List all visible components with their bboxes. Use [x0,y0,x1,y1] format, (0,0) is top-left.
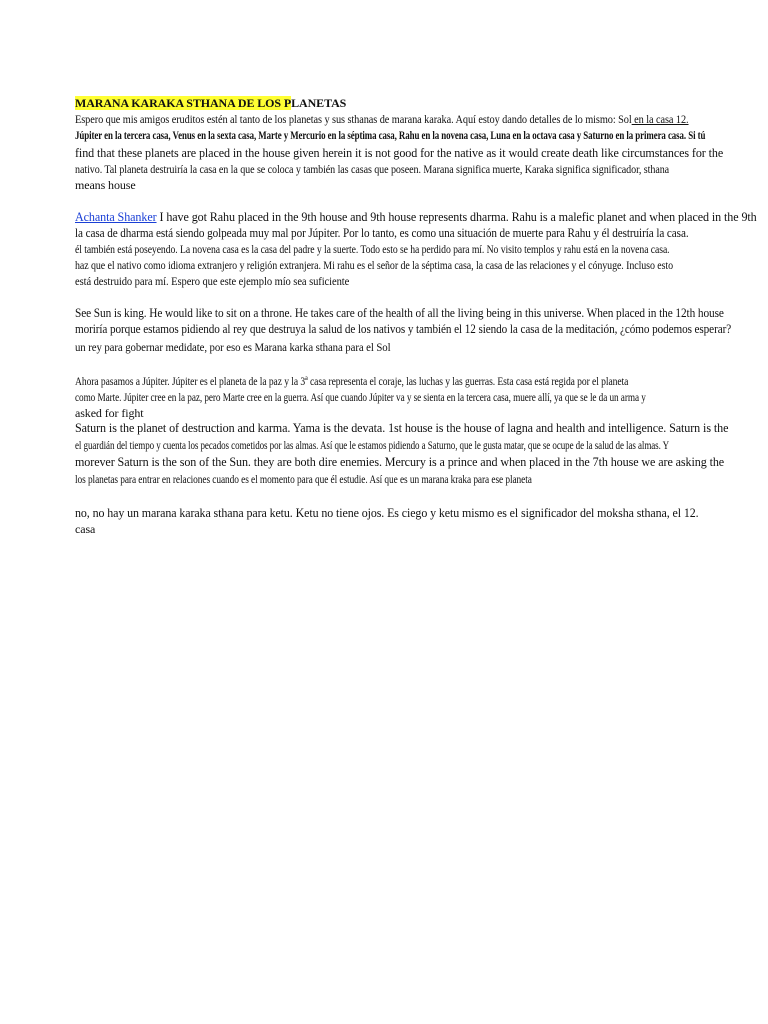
rahu-line-5-text: está destruido para mí. Espero que este ejemplo mío sea suficiente [75,274,350,288]
sun-line-3 [75,340,426,354]
jupiter-line-3-text: asked for fight [75,406,144,420]
intro-line-5-text: means house [75,178,136,192]
rahu-line-1 [75,210,768,224]
rahu-line-4-text: haz que el nativo como idioma extranjero y religión extranjera. Mi rahu es el señor de la séptima casa, la casa de las relaciones y el cónyuge. Incluso esto [75,258,673,272]
saturn-line-3 [75,455,768,469]
jupiter-line-1-text: Ahora pasamos a Júpiter. Júpiter es el planeta de la paz y la 3ª casa representa el coraje, las luchas y las guerras. Esta casa está regida por el planeta [75,374,629,388]
jupiter-line-3 [75,406,143,420]
title-rest-text: LANETAS [291,96,347,110]
intro-line-1 [75,112,768,126]
intro-line-3-text: find that these planets are placed in the house given herein it is not good for the native as it would create death like circumstances for the [75,145,724,160]
saturn-line-4-text: los planetas para entrar en relaciones cuando es el momento para que él estudie. Así que es un marana kraka para ese planeta [75,472,532,486]
sun-line-2-text: moriría porque estamos pidiendo al rey que destruya la salud de los nativos y también el 12 siendo la casa de la meditación, ¿cómo podemos esperar? [75,321,732,336]
intro-underlined-text: en la casa 12. [631,112,689,126]
saturn-line-2-text: el guardián del tiempo y cuenta los pecados cometidos por las almas. Así que le estamos pidiendo a Saturno, que le gusta matar, que se ocupe de la salud de las almas. Y [75,438,670,452]
rahu-line-3-text: él también está poseyendo. La novena casa es la casa del padre y la suerte. Todo esto se ha perdido para mí. No visito templos y rahu está en la novena casa. [75,242,670,256]
title-highlighted-text: MARANA KARAKA STHANA DE LOS P [75,96,292,110]
ketu-line-1-text: no, no hay un marana karaka sthana para ketu. Ketu no tiene ojos. Es ciego y ketu mismo es el significador del moksha sthana, el 12. [75,505,699,520]
intro-line-5 [75,178,136,192]
jupiter-line-1 [75,374,767,388]
intro-line-2 [75,128,768,142]
document-title [75,96,346,110]
saturn-line-4 [75,472,661,486]
rahu-line-1-inner [75,210,757,224]
rahu-line-2-text: la casa de dharma está siendo golpeada muy mal por Júpiter. Por lo tanto, es como una situación de muerte para Rahu y él destruiría la casa. [75,225,689,240]
ketu-line-2-text: casa [75,522,96,536]
author-link[interactable]: Achanta Shanker [75,209,157,224]
rahu-line-3 [75,242,768,256]
saturn-line-1 [75,421,768,435]
sun-line-1-text: See Sun is king. He would like to sit on a throne. He takes care of the health of all the living being in this universe. When placed in the 12th house [75,305,724,320]
jupiter-line-2-text: como Marte. Júpiter cree en la paz, pero Marte cree en la guerra. Así que cuando Júpiter va y se sienta en la tercera casa, muere allí, ya que se le da un arma y [75,390,646,404]
sun-line-2 [75,322,768,336]
rahu-line-5 [75,274,387,288]
intro-line-1-inner [75,112,689,126]
saturn-line-2 [75,438,768,452]
intro-line-4 [75,162,768,176]
rahu-line-4 [75,258,768,272]
rahu-line-1-text: I have got Rahu placed in the 9th house and 9th house represents dharma. Rahu is a malefic planet and when placed in the 9th [156,209,757,224]
ketu-line-2 [75,522,95,536]
sun-line-3-text: un rey para gobernar medidate, por eso es Marana karka sthana para el Sol [75,340,391,354]
jupiter-line-2 [75,390,768,404]
intro-line-3 [75,146,768,160]
intro-line-2-text: Júpiter en la tercera casa, Venus en la sexta casa, Marte y Mercurio en la séptima casa, Rahu en la novena casa, Luna en la octava casa y Saturno en la primera casa. Si tú [75,128,706,142]
ketu-line-1 [75,506,753,520]
intro-line-1-text: Espero que mis amigos eruditos estén al tanto de los planetas y sus sthanas de marana karaka. Aquí estoy dando detalles de lo mismo: Sol [75,112,632,126]
saturn-line-1-text: Saturn is the planet of destruction and karma. Yama is the devata. 1st house is the house of lagna and health and intelligence. Saturn is the [75,420,729,435]
intro-line-4-text: nativo. Tal planeta destruiría la casa en la que se coloca y también las casas que poseen. Marana significa muerte, Karaka significa significador, sthana [75,162,670,176]
sun-line-1 [75,306,768,320]
rahu-line-2 [75,226,768,240]
saturn-line-3-text: morever Saturn is the son of the Sun. they are both dire enemies. Mercury is a prince and when placed in the 7th house we are asking the [75,454,725,469]
